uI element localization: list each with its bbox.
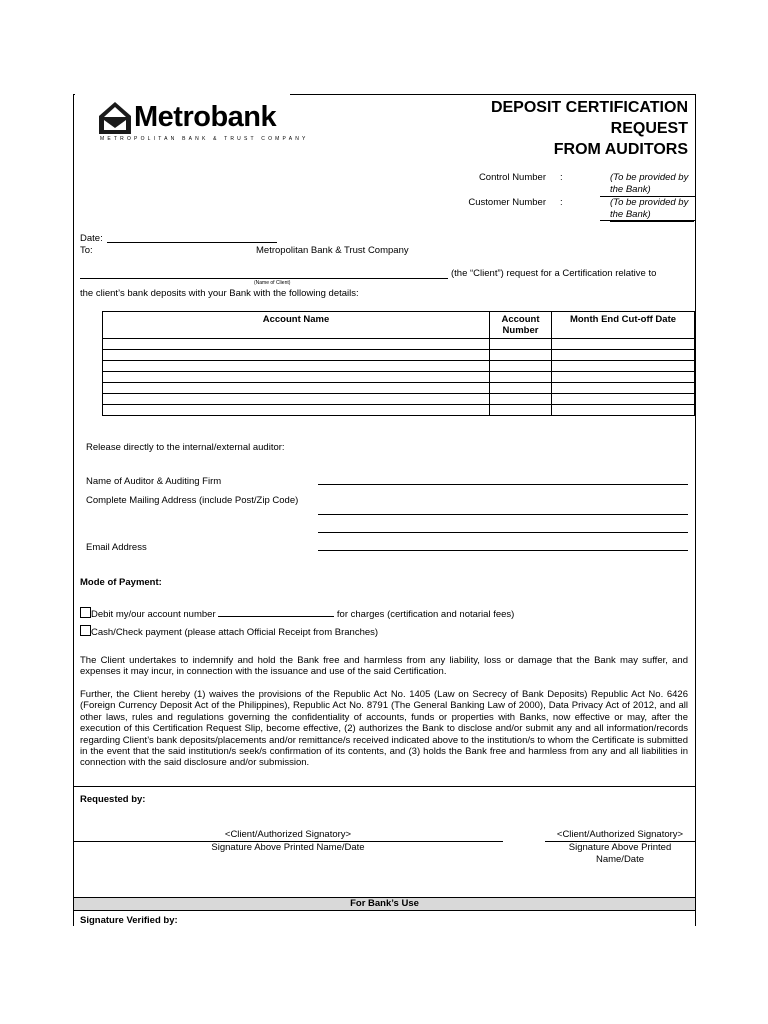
right-signature-caption-2: Name/Date xyxy=(595,854,645,865)
metrobank-emblem-icon xyxy=(98,101,132,135)
date-label: Date: xyxy=(80,233,103,244)
control-number-colon: : xyxy=(560,172,563,183)
email-label: Email Address xyxy=(86,542,147,553)
customer-number-colon: : xyxy=(560,197,563,208)
email-field[interactable] xyxy=(318,550,688,551)
to-label: To: xyxy=(80,245,93,256)
mailing-address-label: Complete Mailing Address (include Post/Zip Code) xyxy=(86,495,299,506)
mailing-address-field-2[interactable] xyxy=(318,532,688,533)
header-account-name: Account Name xyxy=(103,312,490,339)
table-row xyxy=(103,394,695,405)
mode-of-payment-label: Mode of Payment: xyxy=(80,577,162,588)
header-account-number: Account Number xyxy=(490,312,552,339)
date-field[interactable] xyxy=(107,232,277,243)
client-name-field[interactable] xyxy=(80,268,448,279)
option-debit xyxy=(80,607,514,620)
request-text-2: the client’s bank deposits with your Bank with the following details: xyxy=(80,288,359,299)
mailing-address-field-1[interactable] xyxy=(318,514,688,515)
form-border-right xyxy=(695,94,696,926)
form-border-left xyxy=(73,94,74,926)
account-table xyxy=(102,311,695,416)
table-row xyxy=(103,383,695,394)
header-cutoff-date: Month End Cut-off Date xyxy=(552,312,695,339)
control-divider xyxy=(600,196,695,197)
logo-tagline: METROPOLITAN BANK & TRUST COMPANY xyxy=(100,136,309,142)
customer-number-label: Customer Number xyxy=(468,197,546,208)
requested-separator xyxy=(73,786,695,787)
debit-text-2: for charges (certification and notarial fees) xyxy=(336,609,515,620)
table-row xyxy=(103,372,695,383)
table-row xyxy=(103,350,695,361)
waiver-paragraph: Further, the Client hereby (1) waives the provisions of the Republic Act No. 1405 (Law on Secrecy of Bank Deposits) Republic Act No. 6426 (Foreign Currency Deposit Act of the Philippines), Republic Act No. 8791 (The General Banking Law of 2000), Data Privacy Act of 2012, and all other laws, rules and regulations governing the confidentiality of accounts, funds or properties with Banks, now effective or may, after the execution of this Certification Request Slip, become effective, (2) authorizes the Bank to disclose and/or submit any and all information/records regarding Client’s bank deposits/placements and/or remittance/s received indicated above to the institution/s to whom the Certificate is submitted in the event that the said institution/s seek/s confirmation of its contents, and (3) holds the Bank free and harmless from any and all liabilities in connection with the said disclosure and/or submission. xyxy=(80,689,688,769)
auditor-name-label: Name of Auditor & Auditing Firm xyxy=(86,476,222,487)
signature-verified-label: Signature Verified by: xyxy=(80,915,178,926)
table-row xyxy=(103,339,695,350)
control-number-label: Control Number xyxy=(478,172,546,183)
indemnity-paragraph: The Client undertakes to indemnify and hold the Bank free and harmless from any liability, loss or damage that the Bank may suffer, and expenses it may incur, in connection with the issuance and use of the said Certification. xyxy=(80,655,688,678)
auditor-name-field[interactable] xyxy=(318,484,688,485)
right-signature-caption-1: Signature Above Printed xyxy=(568,842,672,853)
title-line-1: DEPOSIT CERTIFICATION xyxy=(490,99,688,116)
customer-divider xyxy=(600,220,695,221)
left-signatory-name: <Client/Authorized Signatory> xyxy=(224,829,352,840)
logo-wordmark: Metrobank xyxy=(134,101,277,133)
debit-account-field[interactable] xyxy=(218,607,334,617)
to-value: Metropolitan Bank & Trust Company xyxy=(256,245,409,256)
logo-gap xyxy=(75,90,290,100)
table-header-row xyxy=(103,312,695,339)
cash-text: Cash/Check payment (please attach Official Receipt from Branches) xyxy=(91,627,379,638)
option-cash xyxy=(80,625,378,638)
debit-checkbox[interactable] xyxy=(80,607,91,618)
table-row xyxy=(103,361,695,372)
table-row xyxy=(103,405,695,416)
release-text: Release directly to the internal/external auditor: xyxy=(86,442,285,453)
client-name-caption: (Name of Client) xyxy=(254,280,291,286)
title-line-2: REQUEST xyxy=(610,120,688,137)
control-number-value: (To be provided by the Bank) xyxy=(610,172,694,197)
cash-checkbox[interactable] xyxy=(80,625,91,636)
requested-by-label: Requested by: xyxy=(80,794,146,805)
debit-text-1: Debit my/our account number xyxy=(91,609,216,620)
form-title xyxy=(491,97,688,160)
customer-number-value: (To be provided by the Bank) xyxy=(610,197,694,222)
request-text-1: (the “Client”) request for a Certification relative to xyxy=(451,268,657,279)
right-signatory-name: <Client/Authorized Signatory> xyxy=(556,829,684,840)
left-signature-caption: Signature Above Printed Name/Date xyxy=(211,842,365,853)
bank-use-header: For Bank’s Use xyxy=(74,897,695,911)
title-line-3: FROM AUDITORS xyxy=(553,141,688,158)
